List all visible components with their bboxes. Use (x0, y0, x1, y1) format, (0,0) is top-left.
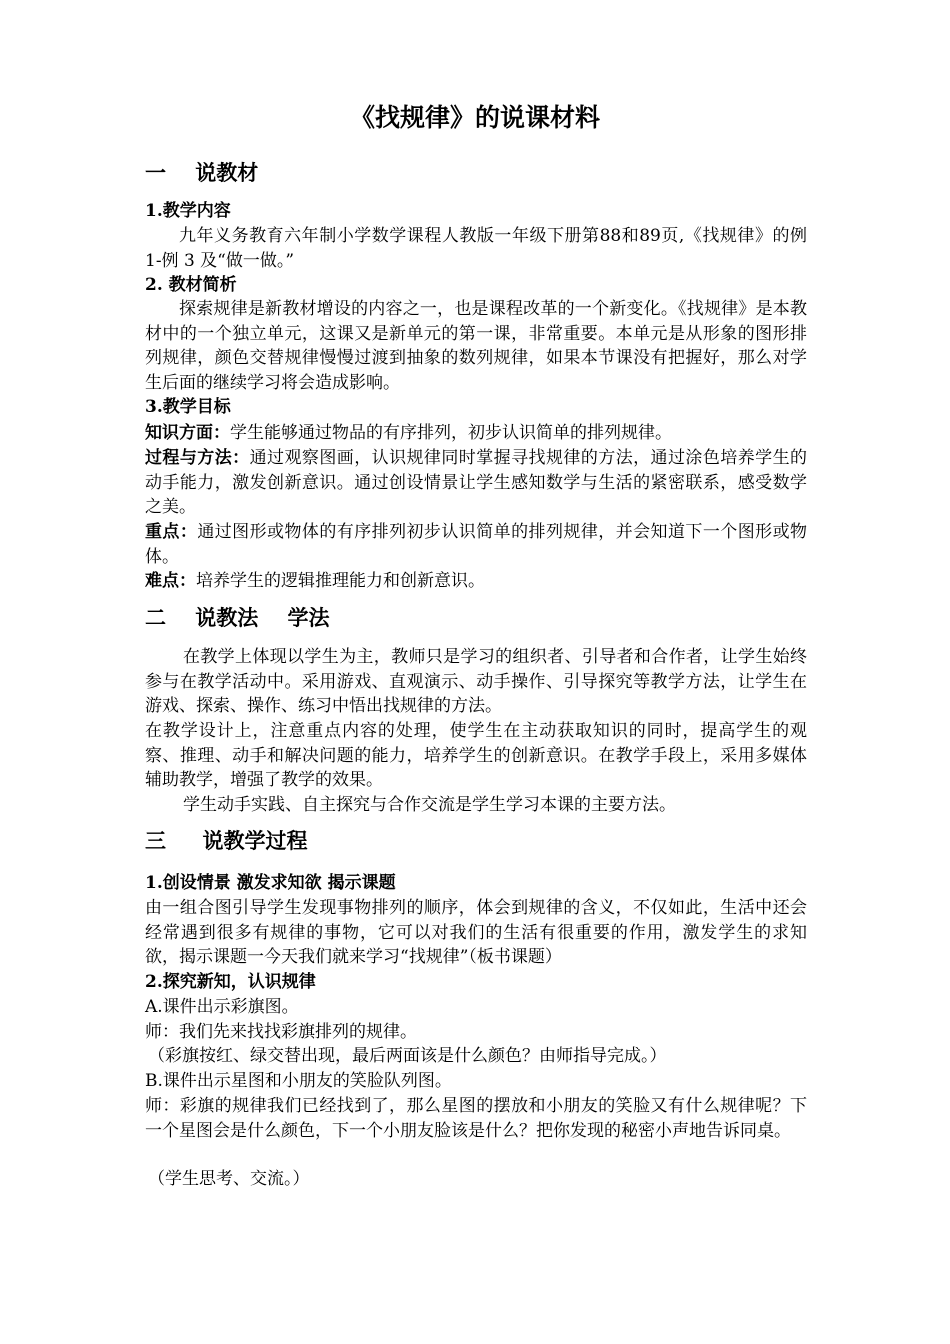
goal-difficulty-text: 培养学生的逻辑推理能力和创新意识。 (196, 571, 485, 591)
goal-process-method (145, 446, 807, 520)
paragraph-methods-1: 在教学上体现以学生为主，教师只是学习的组织者、引导者和合作者，让学生始终参与在教学活动中。采用游戏、直观演示、动手操作、引导探究等教学方法，让学生在游戏、探索、操作、练习中悟出找规律的方法。 (145, 647, 807, 716)
goal-difficulty (145, 569, 807, 594)
goal-key-label: 重点： (145, 522, 198, 542)
paragraph-create-scenario: 由一组合图引导学生发现事物排列的顺序，体会到规律的含义，不仅如此，生活中还会经常遇到很多有规律的事物，它可以对我们的生活有很重要的作用，激发学生的求知欲，揭示课题一今天我们就来学习“找规律”（板书课题） (145, 898, 807, 967)
line-teacher-flags: 师：我们先来找找彩旗排列的规律。 (145, 1022, 417, 1042)
paragraph-methods-2: 在教学设计上，注意重点内容的处理，使学生在主动获取知识的同时，提高学生的观察、推理、动手和解决问题的能力，培养学生的创新意识。在教学手段上，采用多媒体辅助教学，增强了教学的效果。 (145, 721, 807, 790)
goal-key-point (145, 520, 807, 569)
line-students-discuss: （学生思考、交流。） (148, 1169, 310, 1189)
goal-knowledge (145, 421, 807, 446)
subheading-create-scenario: 1.创设情景 激发求知欲 揭示课题 (145, 873, 396, 893)
subheading-material-analysis: 2. 教材简析 (145, 275, 237, 295)
line-flag-colors: （彩旗按红、绿交替出现，最后两面该是什么颜色？由师指导完成。） (148, 1046, 667, 1066)
section-2-heading: 二 说教法 学法 (145, 605, 330, 630)
paragraph-teacher-question: 师：彩旗的规律我们已经找到了，那么星图的摆放和小朋友的笑脸又有什么规律呢？下一个星图会是什么颜色，下一个小朋友脸该是什么？把你发现的秘密小声地告诉同桌。 (145, 1096, 807, 1141)
paragraph-teaching-content: 九年义务教育六年制小学数学课程人教版一年级下册第88和89页,《找规律》的例 1-例 3 及“做一做。” (145, 226, 807, 271)
subheading-teaching-goals: 3.教学目标 (145, 397, 231, 417)
goal-process-text: 通过观察图画，认识规律同时掌握寻找规律的方法，通过涂色培养学生的动手能力，激发创新意识。通过创设情景让学生感知数学与生活的紧密联系，感受数学之美。 (145, 448, 808, 517)
line-flag-picture: A.课件出示彩旗图。 (145, 997, 299, 1017)
paragraph-methods-3: 学生动手实践、自主探究与合作交流是学生学习本课的主要方法。 (183, 795, 676, 815)
goal-knowledge-label: 知识方面： (145, 423, 230, 443)
section-1-heading: 一 说教材 (145, 160, 259, 185)
paragraph-material-analysis: 探索规律是新教材增设的内容之一，也是课程改革的一个新变化。《找规律》是本教材中的一个独立单元，这课又是新单元的第一课，非常重要。本单元是从形象的图形排列规律，颜色交替规律慢慢过渡到抽象的数列规律，如果本节课没有把握好，那么对学生后面的继续学习将会造成影响。 (145, 299, 807, 393)
goal-process-label: 过程与方法： (145, 448, 250, 468)
goal-knowledge-text: 学生能够通过物品的有序排列，初步认识简单的排列规律。 (230, 423, 672, 443)
document-title: 《找规律》的说课材料 (349, 103, 600, 132)
section-3-heading: 三 说教学过程 (145, 828, 308, 853)
goal-difficulty-label: 难点： (145, 571, 196, 591)
line-star-picture: B.课件出示星图和小朋友的笑脸队列图。 (145, 1071, 452, 1091)
goal-key-text: 通过图形或物体的有序排列初步认识简单的排列规律，并会知道下一个图形或物体。 (145, 522, 808, 567)
subheading-explore-new: 2.探究新知，认识规律 (145, 972, 316, 992)
subheading-teaching-content: 1.教学内容 (145, 201, 231, 221)
